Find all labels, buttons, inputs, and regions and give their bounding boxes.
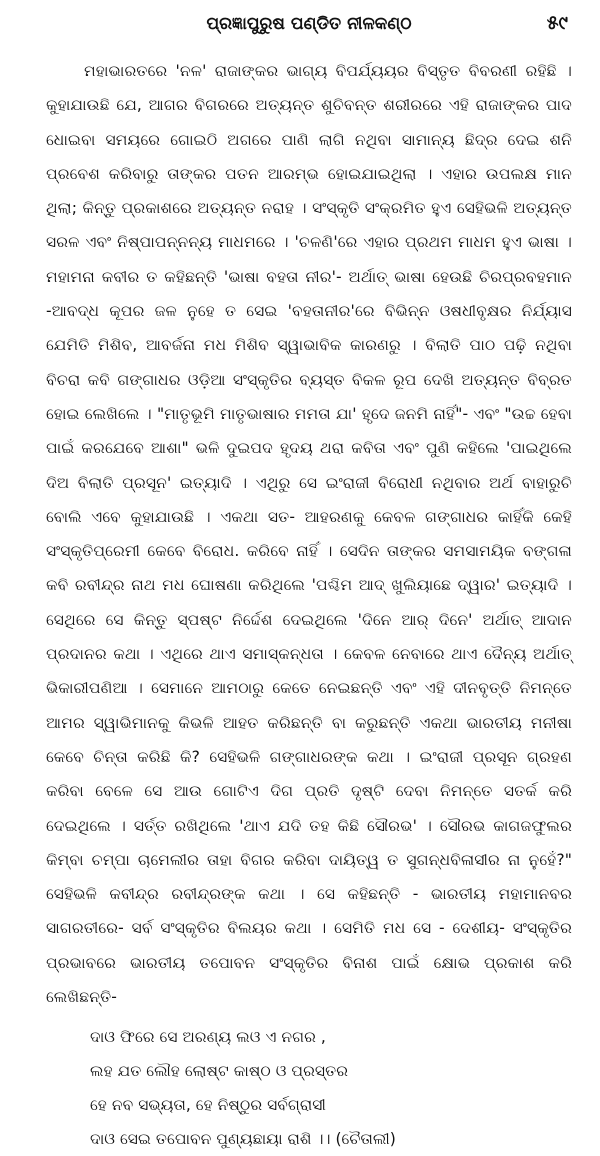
poem-line: ଲହ ଯତ ଲୌହ ଲୋଷ୍ଟ କାଷ୍ଠ ଓ ପ୍ରସ୍ତର (90, 1062, 349, 1081)
poem-quote (90, 1020, 572, 1156)
page-header (46, 0, 572, 46)
poem-line: ହେ ନବ ସଭ୍ୟତା, ହେ ନିଷ୍ଠୁର ସର୍ବଗ୍ରାସୀ (90, 1096, 326, 1115)
page-number: ୫୯ (546, 12, 568, 34)
running-title: ପ୍ରଜ୍ଞାପୁରୁଷ ପଣ୍ଡିତ ନୀଳକଣ୍ଠ (206, 14, 412, 34)
poem-line: ଦାଓ ଫିରେ ସେ ଅରଣ୍ୟ ଲଓ ଏ ନଗର , (90, 1028, 326, 1047)
body-text (46, 54, 572, 1156)
paragraph: ମହାଭାରତରେ 'ନଳ' ରାଜାଙ୍କର ଭାଗ୍ୟ ବିପର୍ଯ୍ୟୟର ବିସ୍ତୃତ ବିବରଣୀ ରହିଛି । କୁହାଯାଉଛି ଯେ, ଆଗର ବିଗରରେ ଅତ୍ୟନ୍ତ ଶୁଚିବନ୍ତ ଶରୀରରେ ଏହି ରାଜାଙ୍କର ପାଦ ଧୋଇବା ସମୟରେ ଗୋଇଠି ଅଗରେ ପାଣି ଲାଗି ନଥିବା ସାମାନ୍ୟ ଛିଦ୍ର ଦେଇ ଶନି ପ୍ରବେଶ କରିବାରୁ ତାଙ୍କର ପତନ ଆରମ୍ଭ ହୋଇଯାଇଥିଲା । ଏହାର ଉପଲକ୍ଷ ମାନ ଥିଲା; କିନ୍ତୁ ପ୍ରକାଶରେ ଅତ୍ୟନ୍ତ ନରାହ । ସଂସ୍କୃତି ସଂକ୍ରମିତ ହୁଏ ସେହିଭଳି ଅତ୍ୟନ୍ତ ସରଳ ଏବଂ ନିଷ୍ପାପନ୍ନନ୍ୟ ମାଧମରେ । 'ଚଳଣି'ରେ ଏହାର ପ୍ରଥମ ମାଧମ ହୁଏ ଭାଷା । ମହାମନା କବୀର ତ କହିଛନ୍ତି 'ଭାଷା ବହତା ନୀର'- ଅର୍ଥାତ୍ ଭାଷା ହେଉଛି ଚିରପ୍ରବହମାନ -ଆବଦ୍ଧ କୂପର ଜଳ ନୁହେ ତ ସେଇ 'ବହତାନୀର'ରେ ବିଭିନ୍ନ ଓଷଧୀବୃକ୍ଷର ନିର୍ଯ୍ୟାସ ଯେମିତି ମିଶିବ, ଆବର୍ଜନା ମଧ ମିଶିବ ସ୍ୱାଭାବିକ କାରଣରୁ । ବିଲାତି ପାଠ ପଢ଼ି ନଥିବା ବିଚରା କବି ଗଙ୍ଗାଧର ଓଡ଼ିଆ ସଂସ୍କୃତିର ବ୍ୟସ୍ତ ବିକଳ ରୂପ ଦେଖି ଅତ୍ୟନ୍ତ ବିବ୍ରତ ହୋଇ ଲେଖିଲେ । "ମାତୃଭୂମି ମାତୃଭାଷାର ମମତା ଯା' ହୃଦେ ଜନମି ନାହିଁ"- ଏବଂ "ଉଚ୍ଚ ହେବା ପାଇଁ କରଯେବେ ଆଶା" ଭଳି ଦୁଇପଦ ହୃଦୟ ଥରା କବିତା ଏବଂ ପୁଣି କହିଲେ 'ପାଇଥିଲେ ଦିଅ ବିଲାତି ପ୍ରସୂନ' ଇତ୍ୟାଦି । ଏଥିରୁ ସେ ଇଂରାଜୀ ବିରୋଧୀ ନଥିବାର ଅର୍ଥ ବାହାରୁଚି ବୋଲି ଏବେ କୁହାଯାଉଛି । ଏକଥା ସତ- ଆହରଣକୁ କେବଳ ଗଙ୍ଗାଧର କାହିଁକି କେହି ସଂସ୍କୃତିପ୍ରେମୀ କେବେ ବିରୋଧ. କରିବେ ନାହିଁ । ସେଦିନ ତାଙ୍କର ସମସାମୟିକ ବଙ୍ଗଳା କବି ରବୀନ୍ଦ୍ର ନାଥ ମଧ ଘୋଷଣା କରିଥିଲେ 'ପଶ୍ଚିମ ଆଦ୍ ଖୁଲିୟାଛେ ଦ୍ୱାର' ଇତ୍ୟାଦି । ସେଥିରେ ସେ କିନ୍ତୁ ସ୍ପଷ୍ଟ ନିର୍ଦ୍ଦେଶ ଦେଇଥିଲେ 'ଦିନେ ଆର୍ ଦିନେ' ଅର୍ଥାତ୍ ଆଦାନ ପ୍ରଦାନର କଥା । ଏଥିରେ ଥାଏ ସମାସ୍କନ୍ଧତା । କେବଳ ନେବାରେ ଥାଏ ଦୈନ୍ୟ ଅର୍ଥାତ୍ ଭିକାରୀପଣିଆ । ସେମାନେ ଆମଠାରୁ କେତେ ନେଇଛନ୍ତି ଏବଂ ଏହି ଦୀନବୃତ୍ତି ନିମନ୍ତେ ଆମର ସ୍ୱାଭିମାନକୁ କିଭଳି ଆହତ କରିଛନ୍ତି ବା କରୁଛନ୍ତି ଏକଥା ଭାରତୀୟ ମନୀଷା କେବେ ଚିନ୍ତା କରିଛି କି? ସେହିଭଳି ଗଙ୍ଗାଧରଙ୍କ କଥା । ଇଂରାଜୀ ପ୍ରସୂନ ଗ୍ରହଣ କରିବା ବେଳେ ସେ ଆଉ ଗୋଟିଏ ଦିଗ ପ୍ରତି ଦୃଷ୍ଟି ଦେବା ନିମନ୍ତେ ସତର୍କ କରି ଦେଇଥିଲେ । ସର୍ତ୍ତ ରଖିଥିଲେ 'ଥାଏ ଯଦି ତହ କିଛି ସୌରଭ' । ସୌରଭ କାଗଜଫୁଲର କିମ୍ବା ଚମ୍ପା ଚାମେଲୀର ତାହା ବିଗର କରିବା ଦାୟିତ୍ୱ ତ ସୁଗନ୍ଧବିଳାସୀର ନା ନୁହେଁ?" ସେହିଭଳି କବୀନ୍ଦ୍ର ରବୀନ୍ଦ୍ରଙ୍କ କଥା । ସେ କହିଛନ୍ତି - ଭାରତୀୟ ମହାମାନବର ସାଗରତୀରେ- ସର୍ବ ସଂସ୍କୃତିର ବିଲୟର କଥା । ସେମିତି ମଧ ସେ - ଦେଶୀୟ- ସଂସ୍କୃତିର ପ୍ରଭାବରେ ଭାରତୀୟ ତପୋବନ ସଂସ୍କୃତିର ବିନାଶ ପାଇଁ କ୍ଷୋଭ ପ୍ରକାଶ କରି ଲେଖିଛନ୍ତି- (46, 62, 572, 1007)
poem-line: ଦାଓ ସେଇ ତପୋବନ ପୁଣ୍ୟଛାୟା ରାଶି ।। (ଚୈତାଲୀ) (90, 1130, 396, 1149)
